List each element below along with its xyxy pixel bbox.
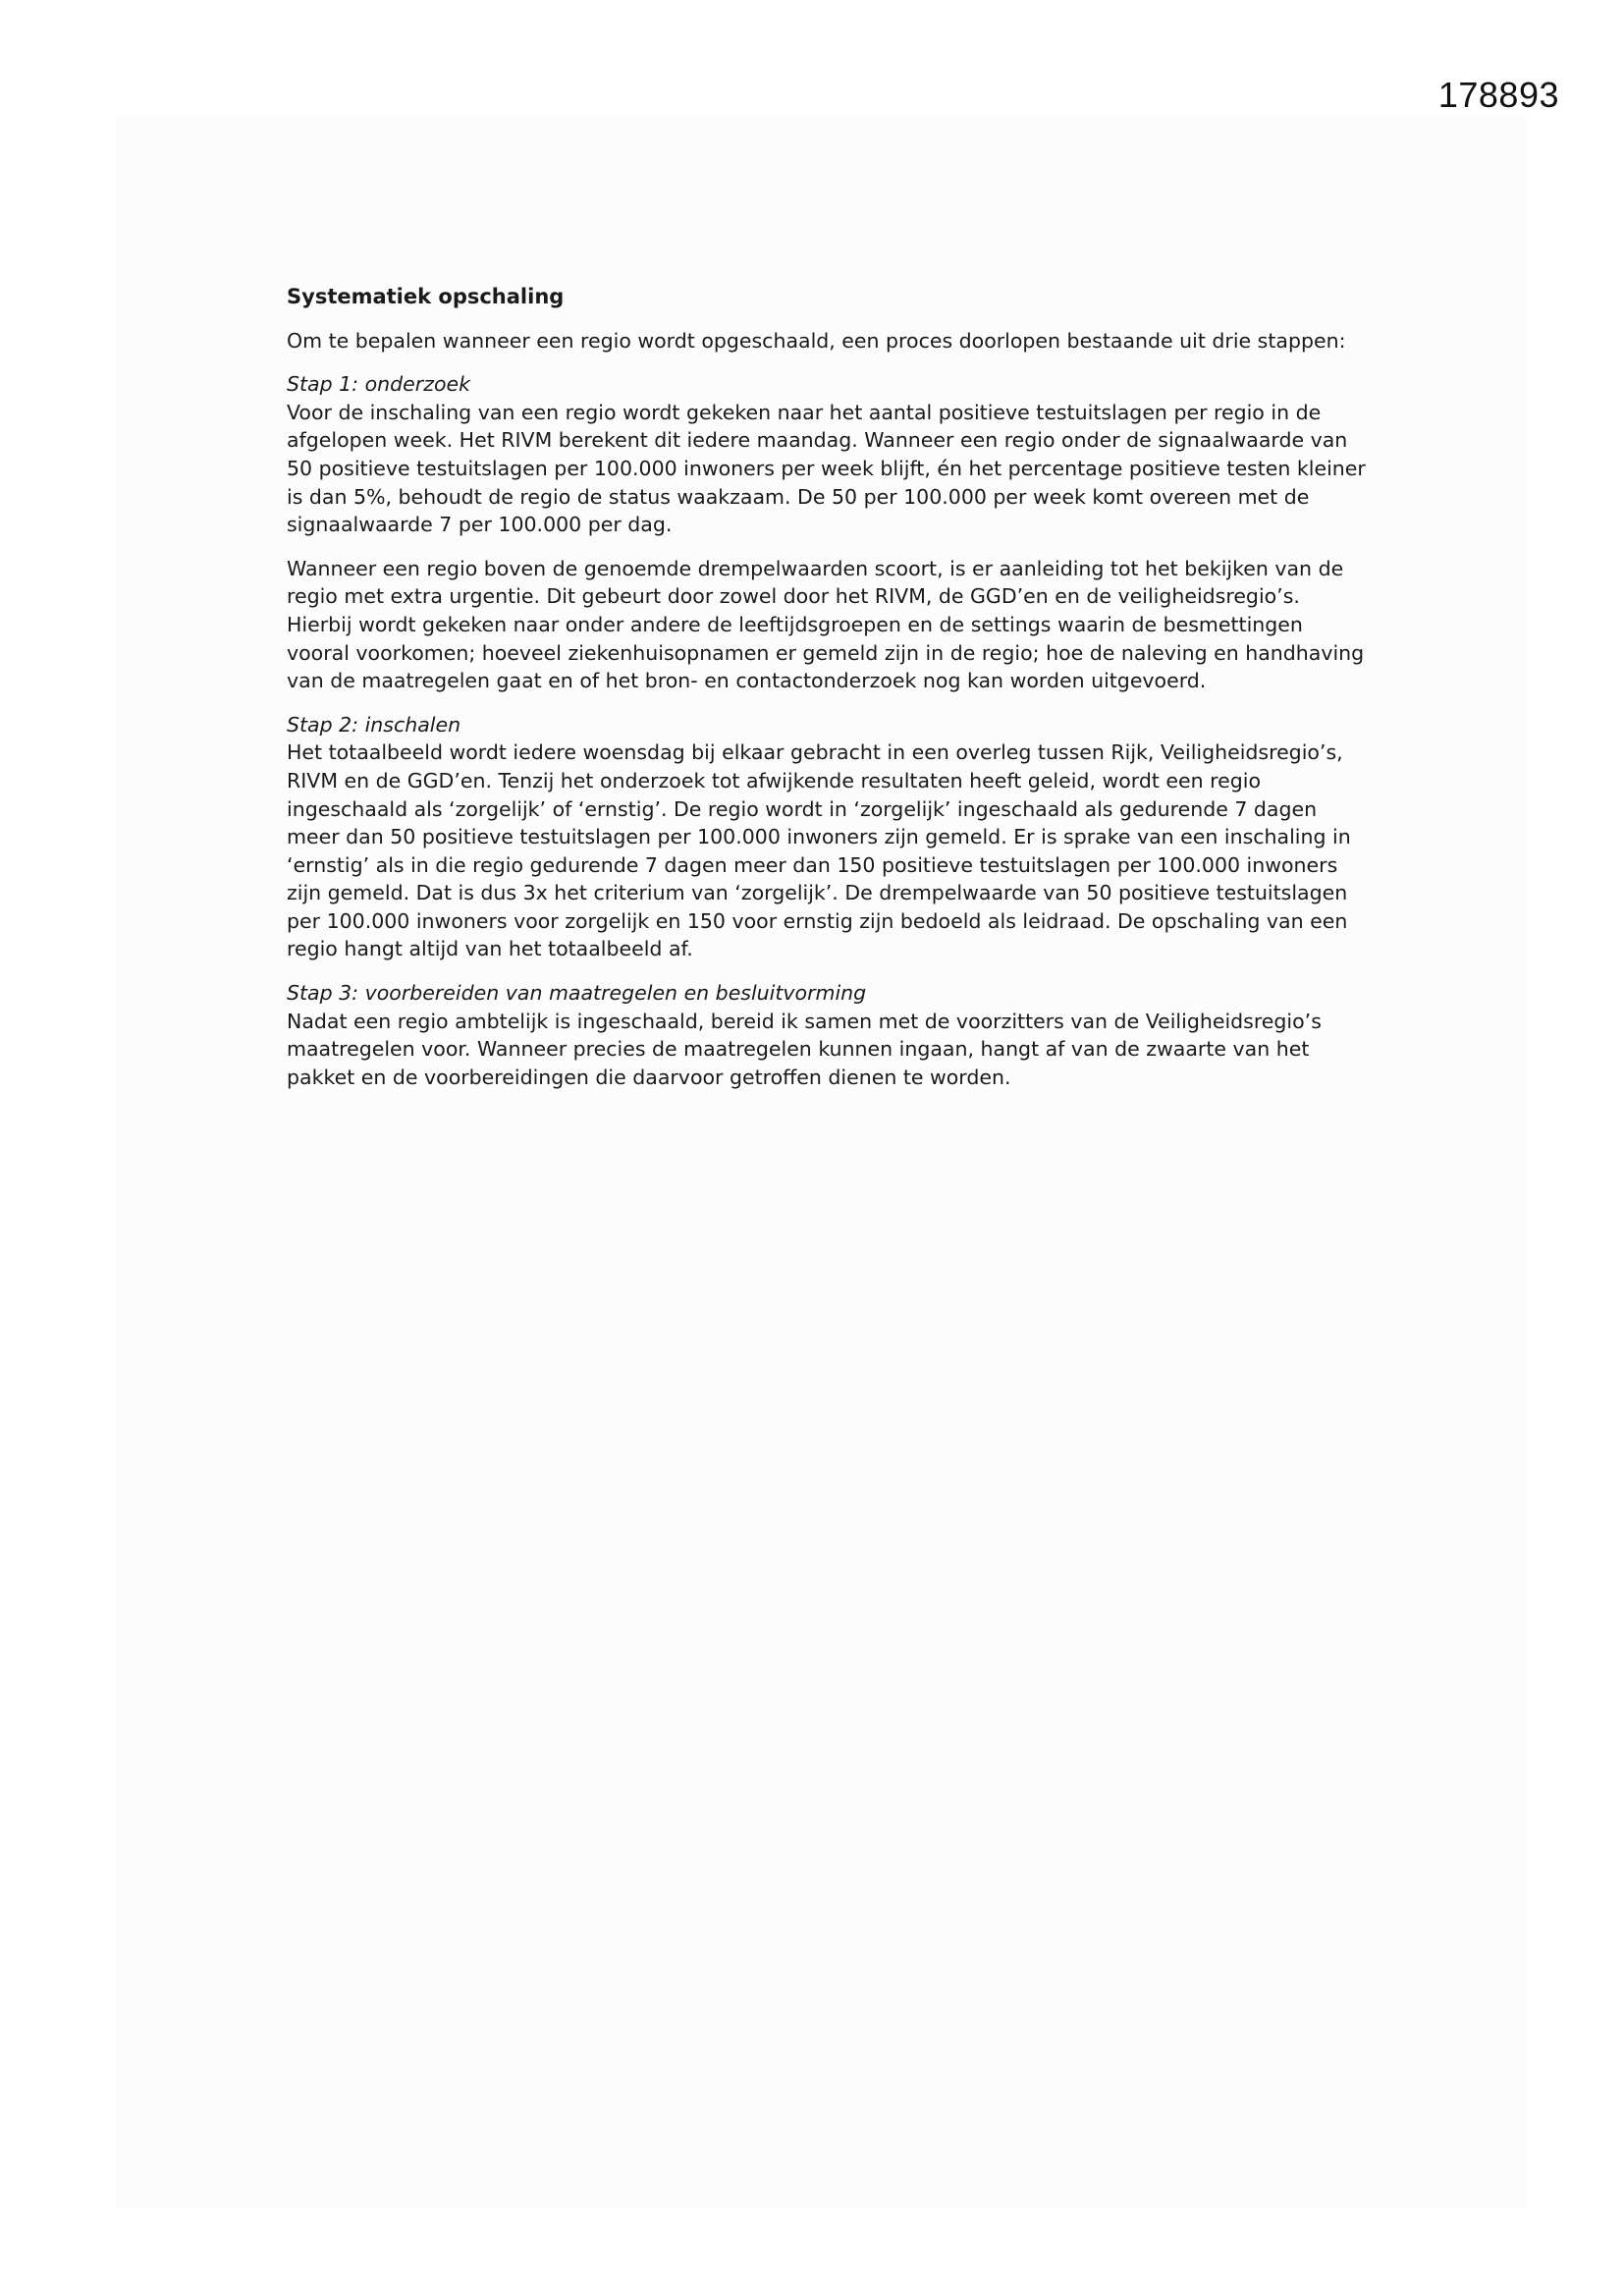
step-2-heading: Stap 2: inschalen — [287, 712, 461, 737]
step-1-heading: Stap 1: onderzoek — [287, 372, 470, 397]
section-title: Systematiek opschaling — [287, 285, 565, 308]
document-body — [287, 283, 1367, 1107]
step-1-block — [287, 370, 1367, 695]
step-2-paragraph-1: Het totaalbeeld wordt iedere woensdag bij elkaar gebracht in een overleg tussen Rijk, Veiligheidsregio’s, RIVM en de GGD’en. Tenzij het onderzoek tot afwijkende resultaten heeft geleid, wordt een regio ingeschaald als ‘zorgelijk’ of ‘ernstig’. De regio wordt in ‘zorgelijk’ ingeschaald als gedurende 7 dagen meer dan 50 positieve testuitslagen per 100.000 inwoners zijn gemeld. Er is sprake van een inschaling in ‘ernstig’ als in die regio gedurende 7 dagen meer dan 150 positieve testuitslagen per 100.000 inwoners zijn gemeld. Dat is dus 3x het criterium van ‘zorgelijk’. De drempelwaarde van 50 positieve testuitslagen per 100.000 inwoners voor zorgelijk en 150 voor ernstig zijn bedoeld als leidraad. De opschaling van een regio hangt altijd van het totaalbeeld af. — [287, 740, 1351, 961]
step-1-paragraph-2: Wanneer een regio boven de genoemde drempelwaarden scoort, is er aanleiding tot het bekijken van de regio met extra urgentie. Dit gebeurt door zowel door het RIVM, de GGD’en en de veiligheidsregio’s. Hierbij wordt gekeken naar onder andere de leeftijdsgroepen en de settings waarin de besmettingen vooral voorkomen; hoeveel ziekenhuisopnamen er gemeld zijn in de regio; hoe de naleving en handhaving van de maatregelen gaat en of het bron- en contactonderzoek nog kan worden uitgevoerd. — [287, 556, 1365, 693]
intro-paragraph: Om te bepalen wanneer een regio wordt opgeschaald, een proces doorlopen bestaande uit drie stappen: — [287, 328, 1346, 353]
step-3-block — [287, 979, 1367, 1091]
document-number: 178893 — [1437, 75, 1559, 115]
step-3-paragraph-1: Nadat een regio ambtelijk is ingeschaald, bereid ik samen met de voorzitters van de Veiligheidsregio’s maatregelen voor. Wanneer precies de maatregelen kunnen ingaan, hangt af van de zwaarte van het pakket en de voorbereidingen die daarvoor getroffen dienen te worden. — [287, 1009, 1322, 1089]
step-2-block — [287, 711, 1367, 963]
step-1-paragraph-1: Voor de inschaling van een regio wordt gekeken naar het aantal positieve testuitslagen per regio in de afgelopen week. Het RIVM berekent dit iedere maandag. Wanneer een regio onder de signaalwaarde van 50 positieve testuitslagen per 100.000 inwoners per week blijft, én het percentage positieve testen kleiner is dan 5%, behoudt de regio de status waakzaam. De 50 per 100.000 per week komt overeen met de signaalwaarde 7 per 100.000 per dag. — [287, 400, 1366, 537]
step-3-heading: Stap 3: voorbereiden van maatregelen en besluitvorming — [287, 981, 867, 1006]
